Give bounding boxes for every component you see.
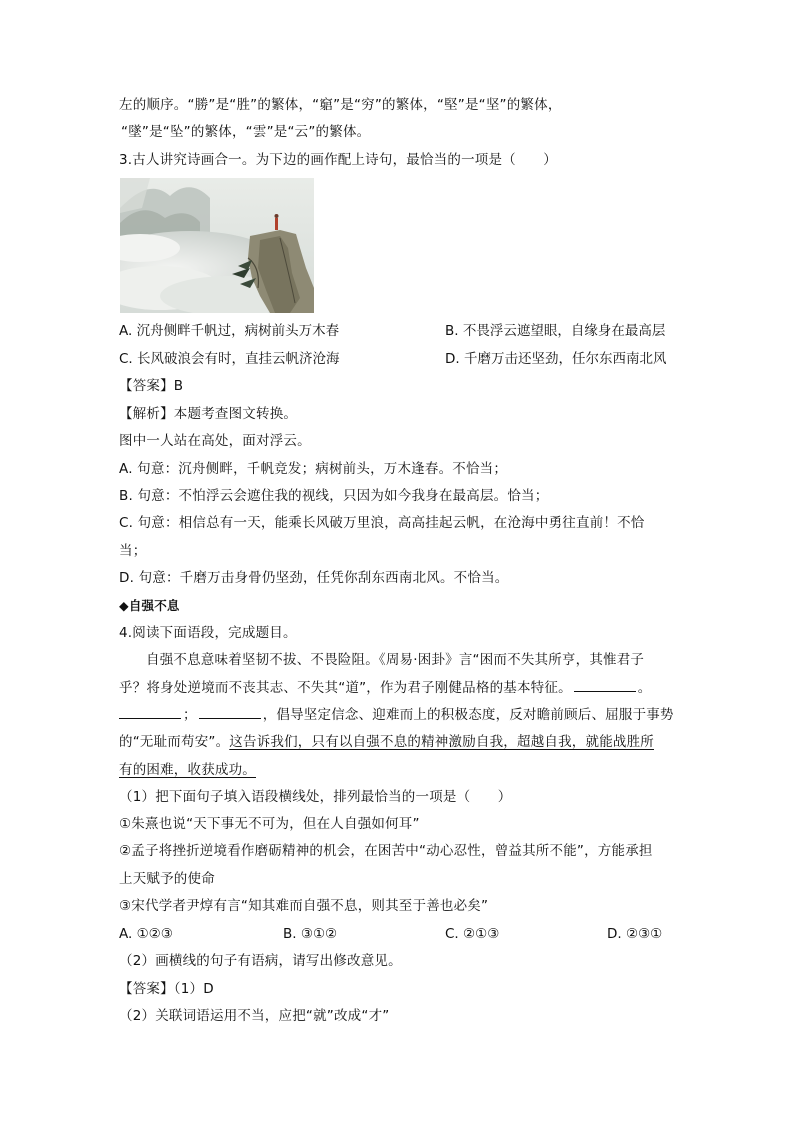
q4-paragraph-line-1: 自强不息意味着坚韧不拔、不畏险阻。《周易·困卦》言“困而不失其所亨，其惟君子 (146, 652, 645, 668)
q4-paragraph-line-2-text: 乎？将身处逆境而不丧其志、不失其“道”，作为君子刚健品格的基本特征。 (119, 680, 572, 696)
intro-line-1: 左的顺序。“勝”是“胜”的繁体，“竆”是“穷”的繁体，“堅”是“坚”的繁体， (119, 97, 562, 113)
q3-analysis-c-1: C. 句意：相信总有一天，能乘长风破万里浪，高高挂起云帆，在沧海中勇往直前！不恰 (119, 515, 645, 531)
q3-analysis-intro: 图中一人站在高处，面对浮云。 (119, 433, 311, 449)
landscape-painting (120, 178, 314, 313)
q4-paragraph-line-3 (119, 706, 674, 724)
q4-paragraph-line-2 (119, 679, 652, 697)
q4-sub-question-2: （2）画横线的句子有语病，请写出修改意见。 (119, 953, 402, 969)
q4-option-d: D. ②③① (607, 926, 663, 942)
q4-sentence-2-b: 上天赋予的使命 (119, 871, 215, 887)
q4-paragraph-line-4 (119, 733, 654, 751)
q4-paragraph-line-2-end: 。 (637, 680, 652, 696)
q4-sentence-1: ①朱熹也说“天下事无不可为，但在人自强如何耳” (119, 816, 420, 832)
intro-line-2: “墜”是“坠”的繁体，“雲”是“云”的繁体。 (121, 124, 371, 140)
q3-analysis-c-2: 当； (119, 543, 147, 559)
q4-paragraph-line-4-underlined: 这告诉我们，只有以自强不息的精神激励自我，超越自我，就能战胜所 (229, 734, 654, 750)
q4-sentence-2-a: ②孟子将挫折逆境看作磨砺精神的机会，在困苦中“动心忍性，曾益其所不能”，方能承担 (119, 843, 653, 859)
q4-option-c: C. ②①③ (445, 926, 500, 942)
blank-3 (199, 706, 261, 719)
q4-option-a: A. ①②③ (119, 926, 173, 942)
q4-sub-question-1: （1）把下面句子填入语段横线处，排列最恰当的一项是（ ） (119, 789, 512, 805)
q4-paragraph-line-5: 有的困难，收获成功。 (119, 762, 256, 778)
q4-option-b: B. ③①② (283, 926, 338, 942)
q3-question: 3.古人讲究诗画合一。为下边的画作配上诗句，最恰当的一项是（ ） (119, 152, 557, 168)
q3-analysis-a: A. 句意：沉舟侧畔，千帆竞发；病树前头，万木逢春。不恰当； (119, 461, 508, 477)
q3-option-d: D. 千磨万击还坚劲，任尔东西南北风 (445, 351, 667, 367)
blank-1 (574, 679, 636, 692)
q4-paragraph-line-4-a: 的“无耻而苟安”。 (119, 734, 230, 750)
q3-option-a: A. 沉舟侧畔千帆过，病树前头万木春 (119, 323, 340, 339)
q3-analysis-title: 【解析】本题考查图文转换。 (119, 406, 298, 422)
q4-answer-2: （2）关联词语运用不当，应把“就”改成“才” (119, 1008, 390, 1024)
q4-paragraph-line-3-sep: ； (183, 707, 197, 723)
blank-2 (119, 706, 181, 719)
q3-analysis-d: D. 句意：千磨万击身骨仍坚劲，任凭你刮东西南北风。不恰当。 (119, 570, 509, 586)
section-title: ◆自强不息 (119, 598, 180, 613)
q3-analysis-b: B. 句意：不怕浮云会遮住我的视线，只因为如今我身在最高层。恰当； (119, 488, 549, 504)
q4-sentence-3: ③宋代学者尹焞有言“知其难而自强不息，则其至于善也必矣” (119, 898, 489, 914)
q3-option-c: C. 长风破浪会有时，直挂云帆济沧海 (119, 351, 340, 367)
q4-paragraph-line-3-text: ，倡导坚定信念、迎难而上的积极态度，反对瞻前顾后、屈服于事势 (262, 707, 674, 723)
q3-answer: 【答案】B (119, 378, 184, 394)
q4-question: 4.阅读下面语段，完成题目。 (119, 625, 297, 641)
q3-option-b: B. 不畏浮云遮望眼，自缘身在最高层 (445, 323, 666, 339)
q4-answer-1: 【答案】（1）D (119, 981, 214, 997)
